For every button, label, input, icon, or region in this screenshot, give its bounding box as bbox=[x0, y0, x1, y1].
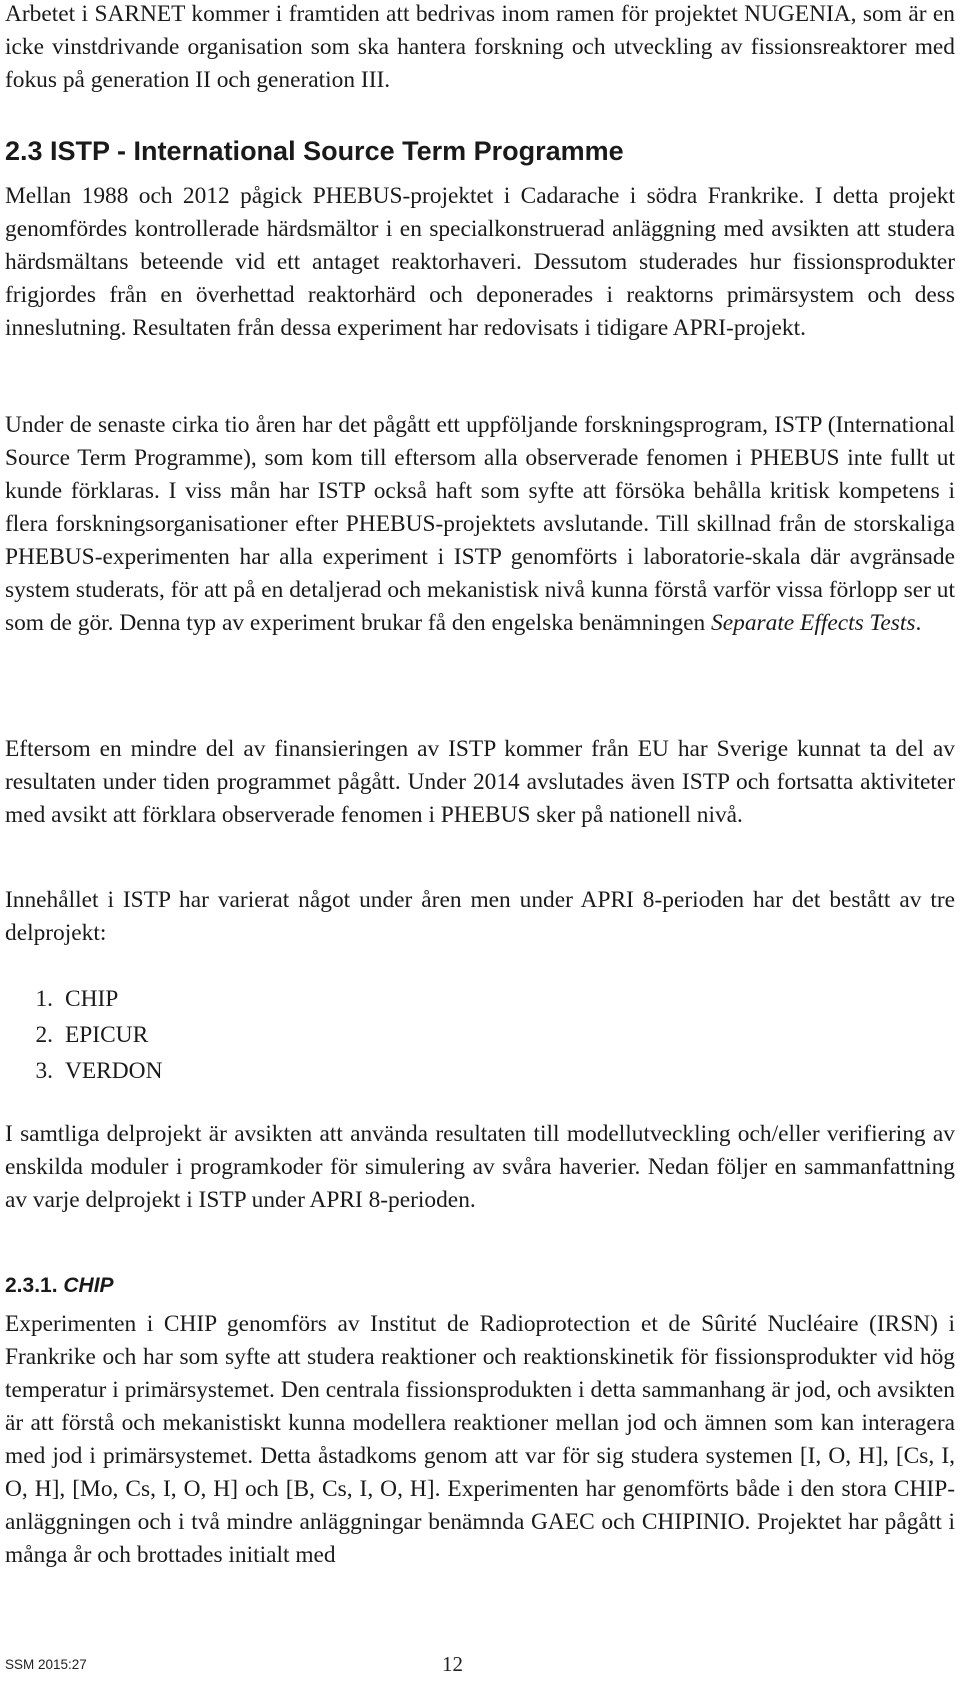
list-item-number: 1. bbox=[35, 986, 53, 1012]
list-item-label: EPICUR bbox=[65, 1022, 149, 1048]
paragraph-purpose: I samtliga delprojekt är avsikten att använda resultaten till modellutveckling och/eller verifiering av enskilda moduler i programkoder för simulering av svåra haverier. Nedan följer en sammanfattning av varje delprojekt i ISTP under APRI 8-perioden. bbox=[5, 1121, 955, 1213]
list-item-number: 3. bbox=[35, 1058, 53, 1084]
separate-effects-tests-term: Separate Effects Tests bbox=[711, 610, 916, 636]
list-item-label: CHIP bbox=[65, 986, 119, 1012]
list-item bbox=[5, 1017, 162, 1053]
report-id: SSM 2015:27 bbox=[5, 1657, 87, 1672]
list-item-label: VERDON bbox=[65, 1058, 163, 1084]
subsection-heading bbox=[5, 1272, 114, 1300]
paragraph-istp-programme bbox=[5, 409, 955, 640]
paragraph-istp-text: Under de senaste cirka tio åren har det pågått ett uppföljande forskningsprogram, ISTP (International Source Term Programme), som kom till eftersom alla observerade fenomen i PHEBUS inte fullt ut kunde förklaras. I viss mån har ISTP också haft som syfte att försöka behålla kritisk kompetens i flera forskningsorganisationer efter PHEBUS-projektets avslutande. Till skillnad från de storskaliga PHEBUS-experimenten har alla experiment i ISTP genomförts i laboratorie-skala där avgränsade system studerats, för att på en detaljerad och mekanistisk nivå kunna förstå varför vissa förlopp ser ut som de gör. Denna typ av experiment brukar få den engelska benämningen bbox=[5, 412, 955, 636]
list-item bbox=[5, 1053, 162, 1089]
paragraph-intro: Arbetet i SARNET kommer i framtiden att bedrivas inom ramen för projektet NUGENIA, som är en icke vinstdrivande organisation som ska hantera forskning och utveckling av fissionsreaktorer med fokus på generation II och generation III. bbox=[5, 1, 955, 93]
list-item-number: 2. bbox=[35, 1022, 53, 1048]
paragraph-chip: Experimenten i CHIP genomförs av Institut de Radioprotection et de Sûrité Nucléaire (IRSN) i Frankrike och har som syfte att studera reaktioner och reaktionskinetik för fissionsprodukter vid hög temperatur i primärsystemet. Den centrala fissionsprodukten i detta sammanhang är jod, och avsikten är att förstå och mekanistiskt kunna modellera reaktioner mellan jod och ämnen som kan interagera med jod i primärsystemet. Detta åstadkoms genom att var för sig studera systemen [I, O, H], [Cs, I, O, H], [Mo, Cs, I, O, H] och [B, Cs, I, O, H]. Experimenten har genomförts både i den stora CHIP-anläggningen och i två mindre anläggningar benämnda GAEC och CHIPINIO. Projektet har pågått i många år och brottades initialt med bbox=[5, 1311, 955, 1568]
paragraph-istp-end: . bbox=[915, 610, 922, 636]
section-heading: 2.3 ISTP - International Source Term Programme bbox=[5, 136, 624, 166]
paragraph-phebus: Mellan 1988 och 2012 pågick PHEBUS-projektet i Cadarache i södra Frankrike. I detta projekt genomfördes kontrollerade härdsmältor i en specialkonstruerad anläggning med avsikten att studera härdsmältans beteende vid ett antaget reaktorhaveri. Dessutom studerades hur fissionsprodukter frigjordes från en överhettad reaktorhärd och deponerades i reaktorns primärsystem och dess inneslutning. Resultaten från dessa experiment har redovisats i tidigare APRI-projekt. bbox=[5, 183, 955, 341]
subsection-number: 2.3.1. bbox=[5, 1274, 58, 1297]
list-item bbox=[5, 981, 162, 1017]
page-number: 12 bbox=[442, 1652, 463, 1676]
paragraph-subprojects-intro: Innehållet i ISTP har varierat något under åren men under APRI 8-perioden har det bestått av tre delprojekt: bbox=[5, 887, 955, 946]
subproject-list bbox=[5, 981, 162, 1089]
subsection-title: CHIP bbox=[63, 1274, 114, 1297]
paragraph-eu-funding: Eftersom en mindre del av finansieringen av ISTP kommer från EU har Sverige kunnat ta del av resultaten under tiden programmet pågått. Under 2014 avslutades även ISTP och fortsatta aktiviteter med avsikt att förklara observerade fenomen i PHEBUS sker på nationell nivå. bbox=[5, 736, 955, 828]
